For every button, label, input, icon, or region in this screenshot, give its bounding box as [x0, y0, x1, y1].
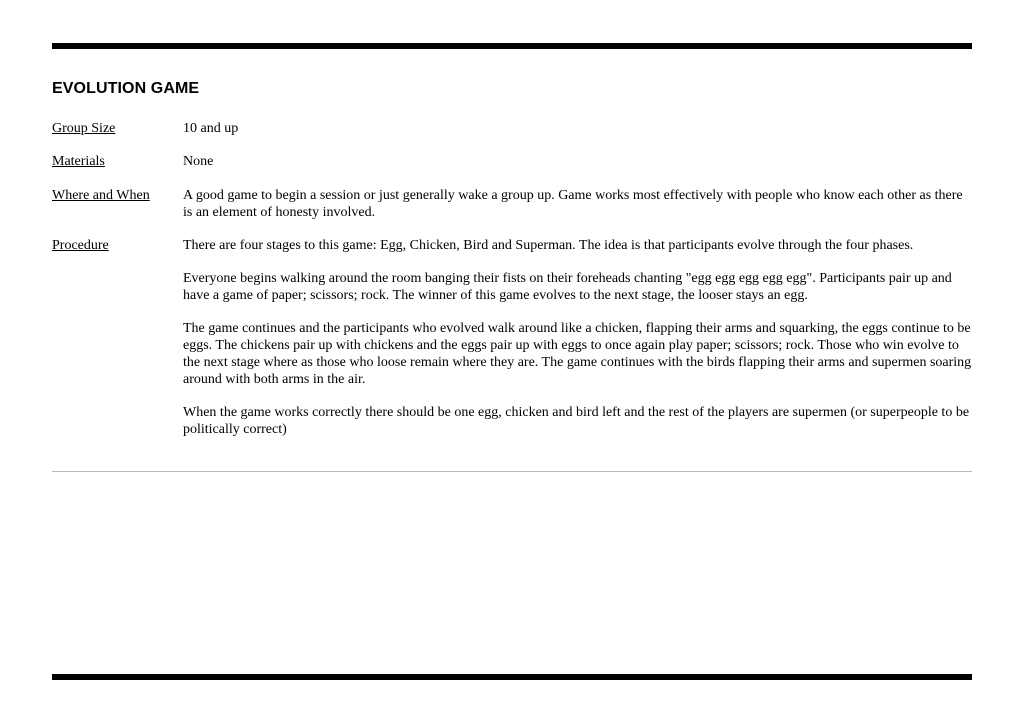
- materials-label: Materials: [52, 154, 105, 169]
- document-title: EVOLUTION GAME: [52, 80, 200, 97]
- section-divider: [52, 471, 972, 472]
- procedure-label: Procedure: [52, 238, 109, 253]
- where-and-when-value: A good game to begin a session or just generally wake a group up. Game works most effectively with people who know each other as there is an element of honesty involved.: [183, 188, 963, 220]
- materials-value: None: [183, 154, 214, 169]
- where-and-when-label: Where and When: [52, 188, 150, 203]
- procedure-paragraph: Everyone begins walking around the room banging their fists on their foreheads chanting "egg egg egg egg egg". Participants pair up and have a game of paper; scissors; rock. The winner of this game evolves to the next stage, the looser stays an egg.: [183, 271, 952, 303]
- top-rule: [52, 43, 972, 49]
- procedure-paragraph: There are four stages to this game: Egg, Chicken, Bird and Superman. The idea is that participants evolve through the four phases.: [183, 238, 914, 253]
- procedure-paragraph: When the game works correctly there should be one egg, chicken and bird left and the rest of the players are supermen (or superpeople to be politically correct): [183, 405, 970, 437]
- procedure-text: [183, 237, 974, 438]
- bottom-rule: [52, 674, 972, 680]
- group-size-value: 10 and up: [183, 121, 239, 136]
- group-size-label: Group Size: [52, 121, 116, 136]
- procedure-paragraph: The game continues and the participants who evolved walk around like a chicken, flapping their arms and squarking, the eggs continue to be eggs. The chickens pair up with chickens and the eggs pair up with eggs to once again play paper; scissors; rock. Those who win evolve to the next stage where as those who loose remain where they are. The game continues with the birds flapping their arms and supermen soaring around with both arms in the air.: [183, 321, 972, 387]
